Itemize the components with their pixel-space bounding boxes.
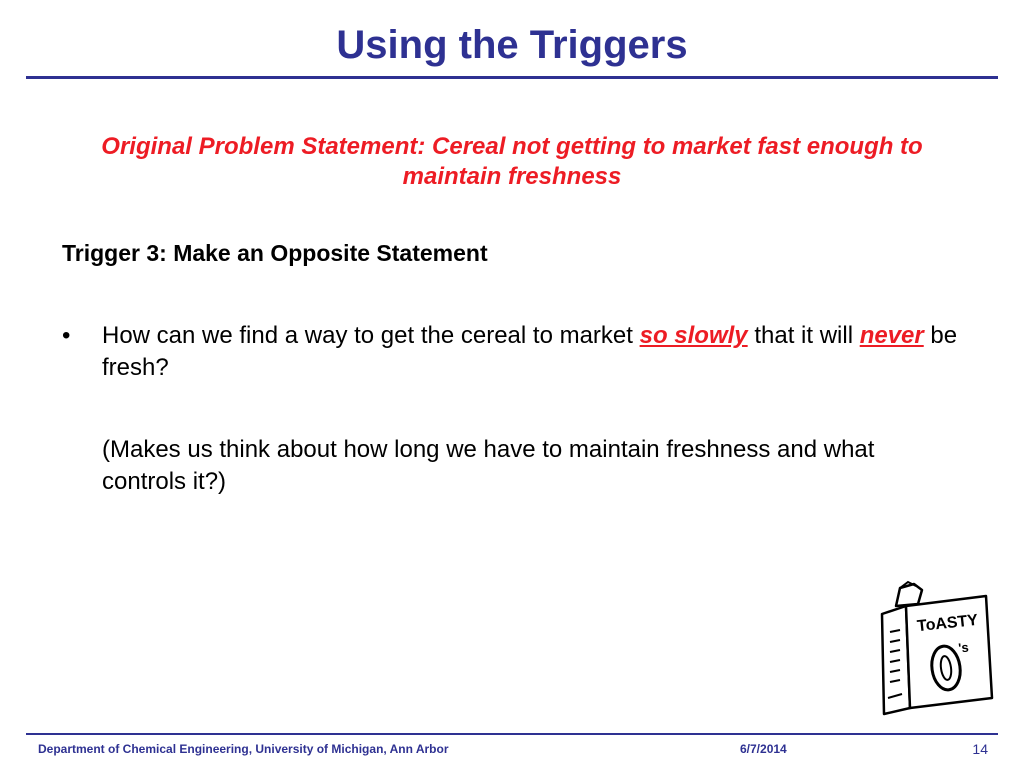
emphasis-so-slowly: so slowly	[639, 322, 748, 349]
cereal-box-drawing	[870, 580, 1000, 720]
cereal-box-icon	[870, 580, 1000, 720]
bullet-marker: •	[62, 322, 71, 349]
footer-date: 6/7/2014	[740, 742, 787, 756]
problem-statement: Original Problem Statement: Cereal not getting to market fast enough to maintain freshness	[101, 133, 923, 190]
bullet-text-part2: that it will	[747, 322, 860, 349]
bullet-text-part3: be fresh?	[102, 322, 958, 381]
trigger-heading: Trigger 3: Make an Opposite Statement	[62, 240, 488, 266]
cereal-box-label-suffix: 's	[957, 639, 970, 656]
footer-divider	[26, 733, 998, 735]
bullet-text-part1: How can we find a way to get the cereal to market	[102, 322, 640, 349]
slide-title: Using the Triggers	[336, 23, 688, 67]
bullet-text	[102, 320, 962, 384]
explanation-note: (Makes us think about how long we have to maintain freshness and what controls it?)	[102, 436, 875, 495]
cereal-box-label: ToASTY	[916, 611, 979, 636]
title-divider	[26, 76, 998, 79]
page-number: 14	[972, 741, 988, 757]
emphasis-never: never	[859, 322, 924, 349]
footer-department: Department of Chemical Engineering, University of Michigan, Ann Arbor	[38, 742, 449, 756]
